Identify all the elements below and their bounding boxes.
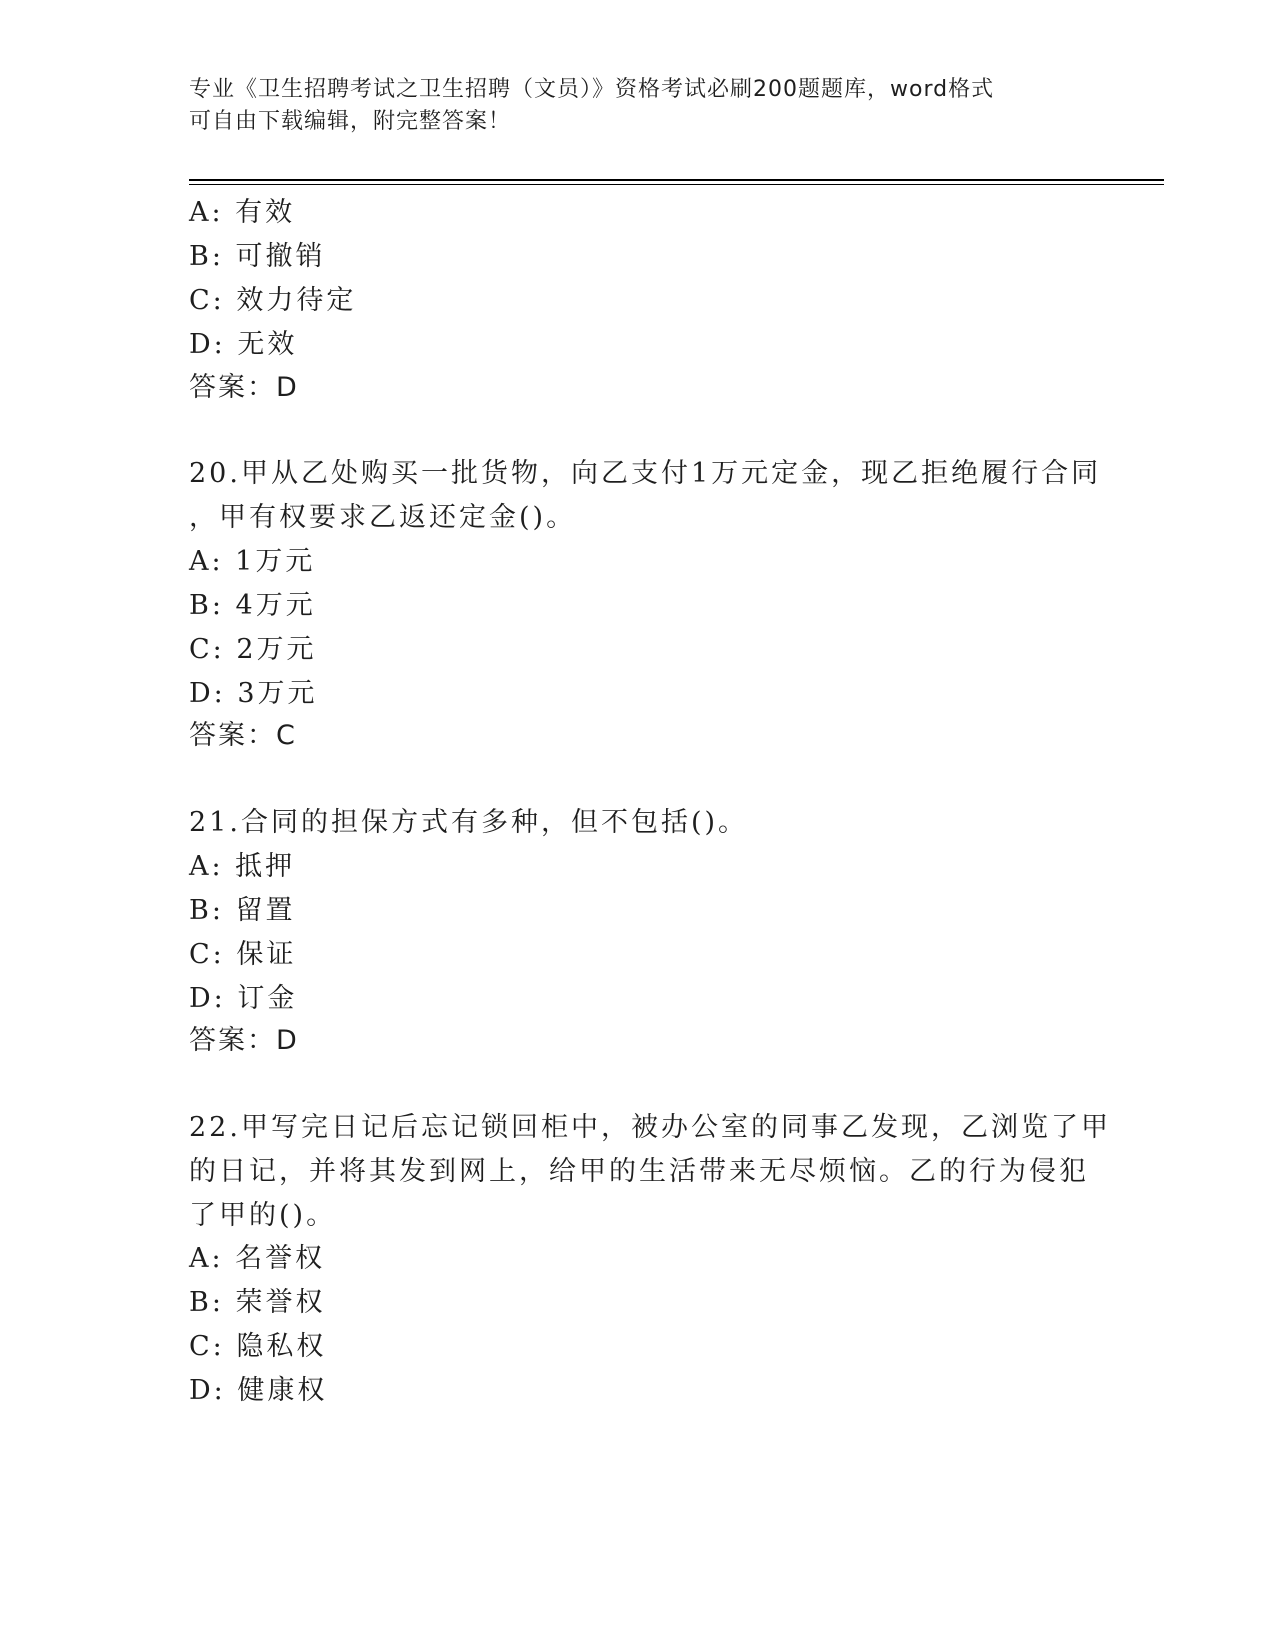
question-text: 了甲的()。	[189, 1200, 337, 1231]
header-divider	[189, 179, 1164, 181]
option-c: C: 保证	[189, 939, 297, 970]
answer-line: 答案：D	[189, 1025, 299, 1056]
option-b: B: 4万元	[189, 590, 316, 621]
option-c: C: 效力待定	[189, 285, 357, 316]
option-d: D: 订金	[189, 983, 298, 1014]
option-d: D: 健康权	[189, 1375, 328, 1406]
option-c: C: 2万元	[189, 634, 317, 665]
option-b: B: 留置	[189, 895, 296, 926]
document-header	[189, 74, 1069, 138]
option-a: A: 抵押	[189, 851, 296, 882]
option-d: D: 无效	[189, 329, 298, 360]
option-d: D: 3万元	[189, 678, 318, 709]
option-b: B: 荣誉权	[189, 1287, 326, 1318]
header-line-1: 专业《卫生招聘考试之卫生招聘（文员）》资格考试必刷200题题库，word格式	[189, 77, 995, 102]
option-b: B: 可撤销	[189, 241, 326, 272]
option-a: A: 有效	[189, 197, 296, 228]
header-divider-thin	[189, 184, 1164, 185]
option-a: A: 1万元	[189, 546, 316, 577]
answer-line: 答案：D	[189, 372, 299, 403]
question-text: 的日记，并将其发到网上，给甲的生活带来无尽烦恼。乙的行为侵犯	[189, 1156, 1089, 1187]
option-a: A: 名誉权	[189, 1243, 326, 1274]
question-text: 22.甲写完日记后忘记锁回柜中，被办公室的同事乙发现，乙浏览了甲	[189, 1112, 1111, 1143]
answer-line: 答案：C	[189, 720, 297, 751]
question-text: 21.合同的担保方式有多种，但不包括()。	[189, 807, 749, 838]
header-line-2: 可自由下载编辑，附完整答案！	[189, 109, 512, 134]
question-text: ，甲有权要求乙返还定金()。	[189, 502, 577, 533]
question-text: 20.甲从乙处购买一批货物，向乙支付1万元定金，现乙拒绝履行合同	[189, 458, 1102, 489]
option-c: C: 隐私权	[189, 1331, 327, 1362]
